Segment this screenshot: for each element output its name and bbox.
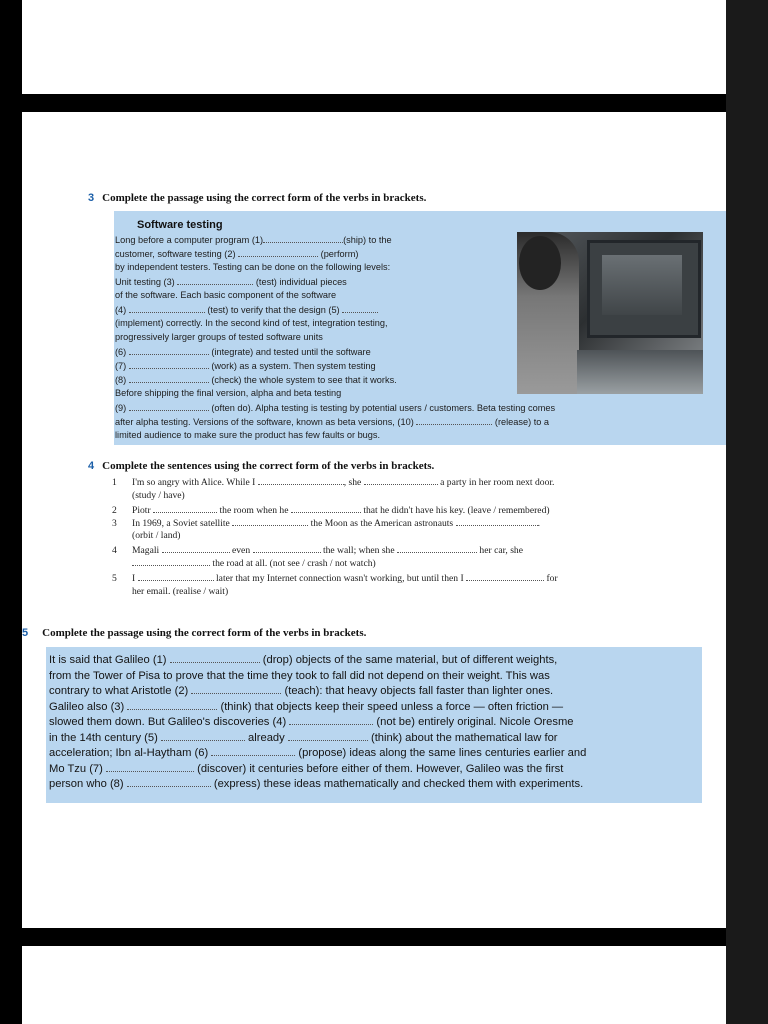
- sentence-line: the road at all. (not see / crash / not watch): [112, 557, 376, 570]
- sentence-line: 1 I'm so angry with Alice. While I , she a party in her room next door.: [112, 477, 555, 488]
- head-shape: [519, 236, 561, 290]
- previous-page-bottom: [22, 0, 726, 94]
- passage-line: (6) (integrate) and tested until the software: [115, 347, 371, 357]
- exercise-instruction: Complete the passage using the correct form of the verbs in brackets.: [102, 192, 427, 204]
- passage-line: Before shipping the final version, alpha and beta testing: [115, 388, 342, 398]
- box-title: Software testing: [137, 219, 223, 231]
- passage-line: limited audience to make sure the product has few faults or bugs.: [115, 430, 381, 440]
- textbook-page: [22, 112, 726, 928]
- exercise-5-heading: [22, 627, 366, 639]
- passage-line: slowed them down. But Galileo's discoveries (4) (not be) entirely original. Nicole Oresme: [49, 716, 574, 728]
- passage-line: person who (8) (express) these ideas mathematically and checked them with experiments.: [49, 778, 584, 790]
- passage-line: (8) (check) the whole system to see that it works.: [115, 375, 397, 385]
- sentence-line: her email. (realise / wait): [132, 586, 229, 597]
- passage-line: from the Tower of Pisa to prove that the time they took to fall did not depend on their weight. This was: [49, 670, 550, 682]
- exercise-4-heading: [88, 460, 434, 472]
- passage-line: Mo Tzu (7) (discover) it centuries before either of them. However, Galileo was the first: [49, 763, 564, 775]
- sentence-line: 2 Piotr the room when he that he didn't have his key. (leave / remembered): [112, 505, 550, 516]
- exercise-number: 5: [22, 627, 29, 639]
- passage-line: Unit testing (3) (test) individual pieces: [115, 277, 347, 287]
- passage-line: acceleration; Ibn al-Haytham (6) (propose) ideas along the same lines centuries earlier and: [49, 747, 587, 759]
- passage-line: (7) (work) as a system. Then system testing: [115, 361, 376, 371]
- passage-line: in the 14th century (5) already (think) about the mathematical law for: [49, 732, 558, 744]
- sentence-line: 4 Magali even the wall; when she her car, she: [112, 545, 523, 556]
- passage-line: after alpha testing. Versions of the software, known as beta versions, (10) (release) to a: [115, 417, 550, 427]
- passage-line: It is said that Galileo (1) (drop) objects of the same material, but of different weights,: [49, 654, 558, 666]
- passage-line: Galileo also (3) (think) that objects keep their speed unless a force — often friction —: [49, 701, 564, 713]
- passage-line: of the software. Each basic component of the software: [115, 290, 337, 300]
- passage-line: Long before a computer program (1) (ship) to the: [115, 235, 392, 245]
- monitor-shape: [587, 240, 701, 338]
- sentence-line: 3 In 1969, a Soviet satellite the Moon as the American astronauts .: [112, 518, 540, 529]
- person-at-computer-photo: [517, 232, 703, 394]
- sentence-line: (study / have): [132, 490, 185, 501]
- sentence-line: (orbit / land): [132, 530, 181, 541]
- passage-line: customer, software testing (2) (perform): [115, 249, 359, 259]
- passage-line: contrary to what Aristotle (2) (teach): that heavy objects fall faster than lighter ones.: [49, 685, 554, 697]
- exercise-instruction: Complete the passage using the correct form of the verbs in brackets.: [42, 627, 367, 639]
- keyboard-desk-shape: [577, 350, 703, 394]
- exercise-number: 3: [88, 192, 95, 204]
- exercise-3-heading: [88, 192, 426, 204]
- passage-line: progressively larger groups of tested software units: [115, 332, 323, 342]
- passage-line: (9) (often do). Alpha testing is testing by potential users / customers. Beta testing comes: [115, 403, 556, 413]
- viewer-side-bar: [726, 0, 768, 1024]
- exercise-number: 4: [88, 460, 95, 472]
- passage-line: (implement) correctly. In the second kind of test, integration testing,: [115, 318, 388, 328]
- passage-line: (4) (test) to verify that the design (5): [115, 304, 378, 316]
- exercise-instruction: Complete the sentences using the correct form of the verbs in brackets.: [102, 460, 435, 472]
- screen-shape: [602, 255, 682, 315]
- next-page-top: [22, 946, 726, 1024]
- passage-line: by independent testers. Testing can be done on the following levels:: [115, 262, 391, 272]
- sentence-line: 5 I later that my Internet connection wasn't working, but until then I for: [112, 573, 558, 584]
